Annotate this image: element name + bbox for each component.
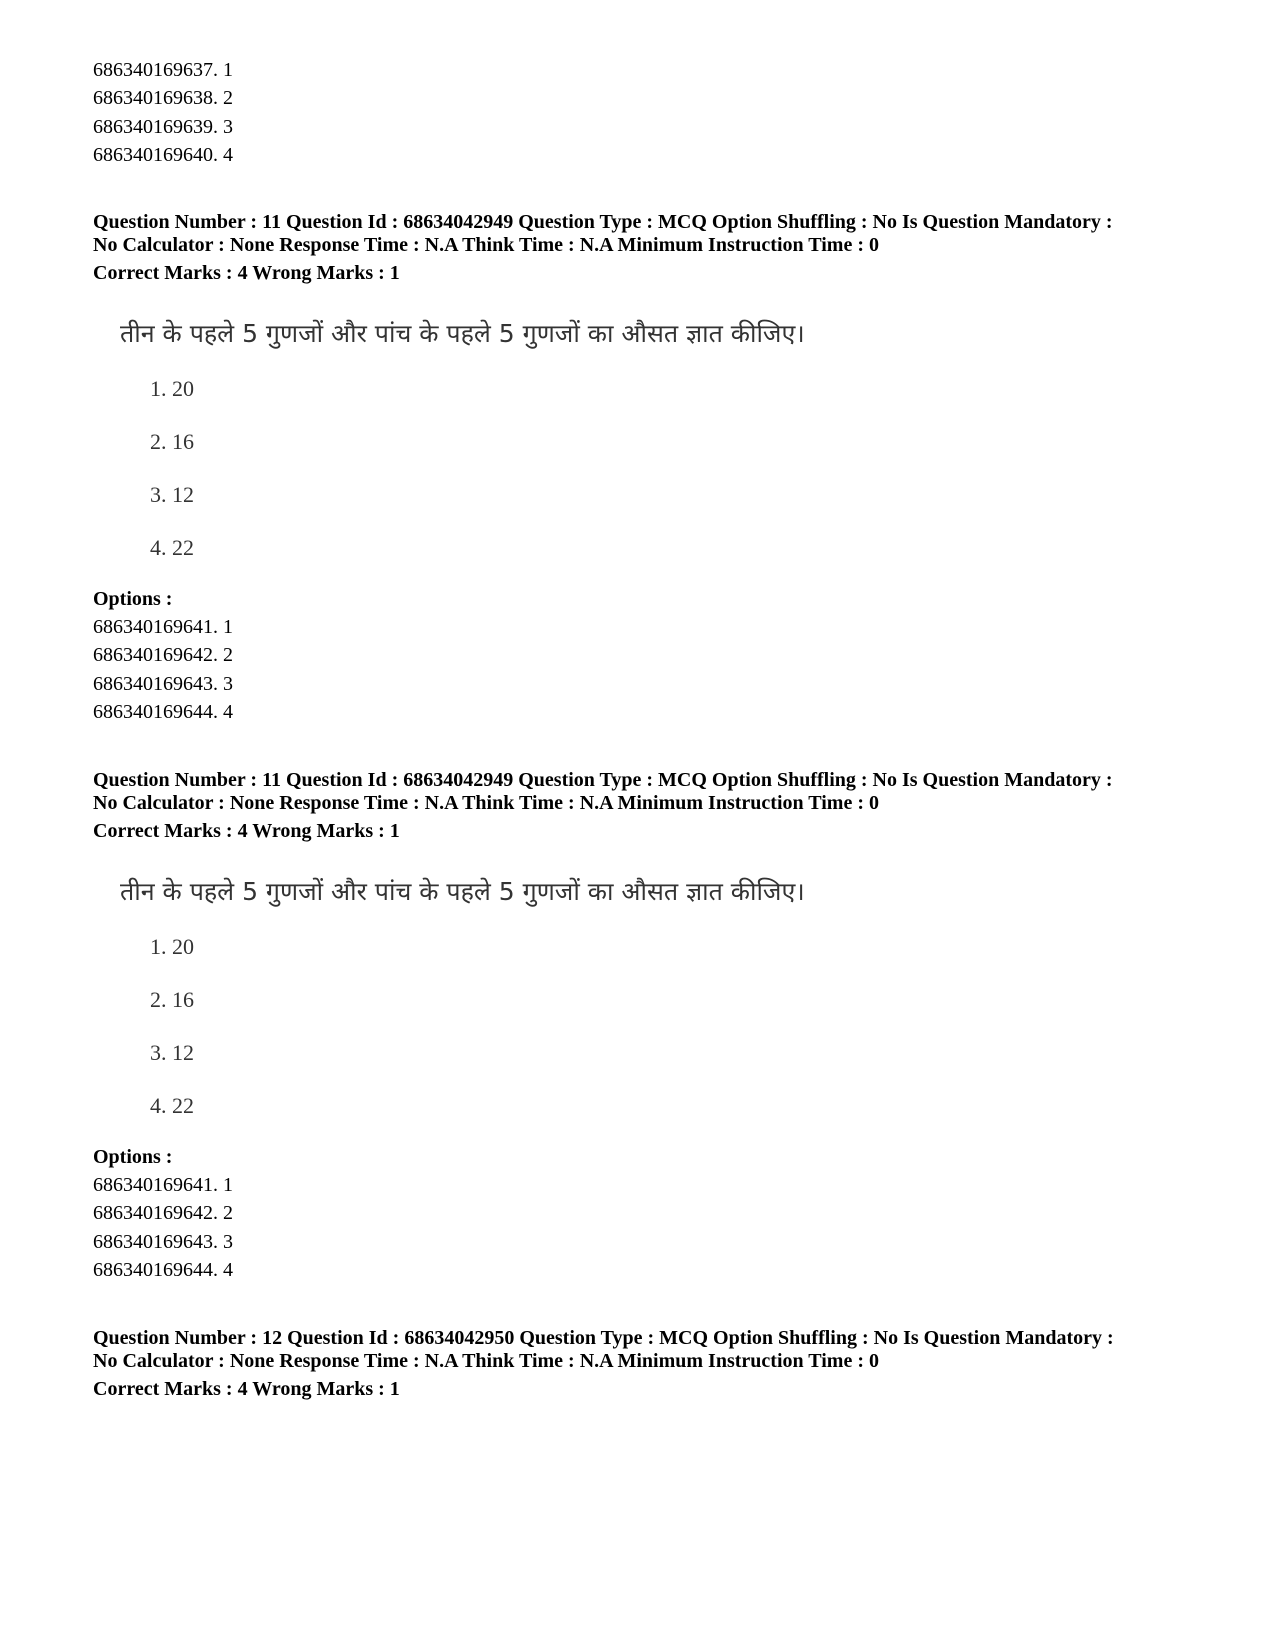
question-meta-line: No Calculator : None Response Time : N.A Think Time : N.A Minimum Instruction Time : 0 bbox=[93, 1350, 879, 1372]
question-meta-line: Question Number : 11 Question Id : 68634042949 Question Type : MCQ Option Shuffling : No Is Question Mandatory : bbox=[93, 211, 1113, 233]
question-marks: Correct Marks : 4 Wrong Marks : 1 bbox=[93, 1378, 400, 1400]
option-id-line: 686340169641. 1 bbox=[93, 616, 233, 638]
option-id-line: 686340169643. 3 bbox=[93, 1231, 233, 1253]
answer-choice: 2. 16 bbox=[150, 429, 194, 454]
question-meta-line: Question Number : 11 Question Id : 68634042949 Question Type : MCQ Option Shuffling : No Is Question Mandatory : bbox=[93, 769, 1113, 791]
options-label: Options : bbox=[93, 588, 173, 610]
option-id-line: 686340169642. 2 bbox=[93, 644, 233, 666]
answer-choice: 1. 20 bbox=[150, 934, 194, 959]
answer-choice: 4. 22 bbox=[150, 535, 194, 560]
answer-choice: 3. 12 bbox=[150, 482, 194, 507]
option-id-line: 686340169638. 2 bbox=[93, 87, 233, 109]
answer-choice: 4. 22 bbox=[150, 1093, 194, 1118]
option-id-line: 686340169640. 4 bbox=[93, 144, 233, 166]
option-id-line: 686340169641. 1 bbox=[93, 1174, 233, 1196]
question-marks: Correct Marks : 4 Wrong Marks : 1 bbox=[93, 820, 400, 842]
option-id-line: 686340169644. 4 bbox=[93, 1259, 233, 1281]
question-marks: Correct Marks : 4 Wrong Marks : 1 bbox=[93, 262, 400, 284]
option-id-line: 686340169643. 3 bbox=[93, 673, 233, 695]
answer-choice: 1. 20 bbox=[150, 376, 194, 401]
question-meta-line: Question Number : 12 Question Id : 68634042950 Question Type : MCQ Option Shuffling : No Is Question Mandatory : bbox=[93, 1327, 1114, 1349]
question-meta-line: No Calculator : None Response Time : N.A Think Time : N.A Minimum Instruction Time : 0 bbox=[93, 234, 879, 256]
options-label: Options : bbox=[93, 1146, 173, 1168]
option-id-line: 686340169639. 3 bbox=[93, 116, 233, 138]
question-text: तीन के पहले 5 गुणजों और पांच के पहले 5 गुणजों का औसत ज्ञात कीजिए। bbox=[120, 319, 805, 348]
answer-choice: 3. 12 bbox=[150, 1040, 194, 1065]
option-id-line: 686340169637. 1 bbox=[93, 59, 233, 81]
question-meta-line: No Calculator : None Response Time : N.A Think Time : N.A Minimum Instruction Time : 0 bbox=[93, 792, 879, 814]
answer-choice: 2. 16 bbox=[150, 987, 194, 1012]
question-text: तीन के पहले 5 गुणजों और पांच के पहले 5 गुणजों का औसत ज्ञात कीजिए। bbox=[120, 877, 805, 906]
option-id-line: 686340169642. 2 bbox=[93, 1202, 233, 1224]
option-id-line: 686340169644. 4 bbox=[93, 701, 233, 723]
